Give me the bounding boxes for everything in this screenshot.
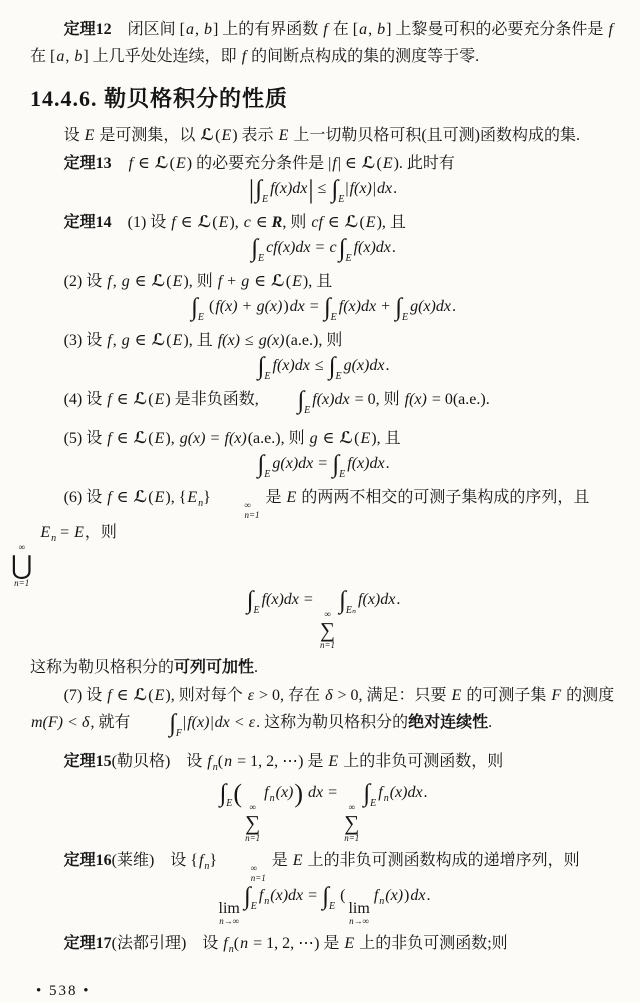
integral-sign: $\int_E$: [322, 882, 336, 912]
theorem-14-line: 定理14 (1) 设 f ∈ ℒ(E), c ∈ R, 则 cf ∈ ℒ(E), 且: [63, 214, 406, 231]
union-condition-line: ∞ ⋃ n=1 $E_n = E$，则: [11, 523, 117, 588]
formula-14-5: $\int_Eg(x)dx = \int_Ef(x)dx$.: [257, 451, 390, 480]
integral-sign: $\int_E$: [328, 353, 342, 382]
item-2-line: (2) 设 f, g ∈ ℒ(E), 则 f + g ∈ ℒ(E), 且: [63, 273, 333, 290]
integral-sign: $\int_E$: [338, 235, 352, 264]
countable-additivity-note: 这称为勒贝格积分的可列可加性.: [30, 659, 259, 677]
page-number: • 538 •: [36, 983, 91, 1000]
item-6-line: (6) 设 f ∈ ℒ(E), $\{E_n\}$ ∞ n=1 是 E 的两两不相交的可测子集构成的序列，且: [63, 489, 590, 521]
integral-sign: $\int_E$: [257, 353, 271, 382]
theorem-17-line: 定理17(法都引理) 设 $f_n(n = 1$, 2, ⋯) 是 E 上的非负可测函数;则: [63, 935, 508, 956]
formula-14-3: $\int_Ef(x)dx \le \int_Eg(x)dx$.: [257, 353, 390, 382]
formula-14-6: $\int_Ef(x)dx$ = ∞ ∑ n=1 $\int_{E_n}f(x)dx$.: [246, 586, 401, 651]
integral-sign: $\int_E$: [257, 451, 271, 480]
limit-operator: lim n→∞: [218, 899, 240, 927]
integral-sign: $\int_E$: [331, 176, 345, 205]
formula-theorem-13: $|\int_Ef(x)dx| \le \int_E|f(x)|dx$.: [248, 175, 398, 205]
item-3-line: (3) 设 f, g ∈ ℒ(E), 且 f(x) ≤ g(x)(a.e.), 则: [63, 332, 343, 349]
integral-sign: $\int_E$: [363, 780, 377, 810]
sum-operator: ∞ ∑ n=1: [344, 802, 360, 844]
item-5-line: (5) 设 f ∈ ℒ(E), g(x) = f(x)(a.e.), 则 g ∈ ℒ(E), 且: [63, 430, 401, 447]
item-7-paragraph: (7) 设 f ∈ ℒ(E), 则对每个 ε > 0, 存在 δ > 0, 满足：只要 E 的可测子集 F 的测度 m(F) < δ, 就有 $\int_F|f(x)|dx < \varepsilon$. 这称为勒贝格积分的绝对连续性.: [30, 682, 616, 747]
intro-paragraph: 设 E 是可测集，以 ℒ(E) 表示 E 上一切勒贝格可积(且可测)函数构成的集.: [63, 127, 581, 144]
formula-theorem-16: lim n→∞ $\int_Ef_n(x)dx = \int_E$ ( lim n→∞ $f_n(x))dx$.: [218, 882, 431, 927]
sum-operator: ∞ ∑ n=1: [319, 608, 336, 651]
union-operator: ∞ ⋃ n=1: [11, 541, 33, 588]
sup-sub-limits: ∞ n=1: [244, 500, 260, 521]
integral-sign: $\int_{E_n}$: [339, 586, 357, 616]
integral-sign: $\int_E$: [219, 780, 233, 810]
formula-theorem-15: $\int_E$( ∞ ∑ n=1 $f_n(x)$) dx = ∞ ∑ n=1 $\int_Ef_n(x)dx$.: [219, 779, 428, 844]
integral-sign: $\int_E$: [243, 882, 257, 912]
integral-sign: $\int_E$: [395, 294, 409, 323]
integral-sign: $\int_E$: [191, 294, 205, 323]
sup-sub-limits: ∞ n=1: [250, 863, 266, 884]
formula-14-1: $\int_Ecf(x)dx = c\int_Ef(x)dx$.: [251, 235, 396, 264]
integral-sign: $\int_E$: [332, 451, 346, 480]
integral-sign: $\int_E$: [323, 294, 337, 323]
limit-operator: lim n→∞: [348, 899, 370, 927]
sum-operator: ∞ ∑ n=1: [245, 802, 261, 844]
integral-sign: $\int_E$: [297, 387, 311, 416]
theorem-16-line: 定理16(莱维) 设 $\{f_n\}$ ∞ n=1 是 E 上的非负可测函数构成的递增序列，则: [63, 852, 580, 884]
theorem-13-line: 定理13 f ∈ ℒ(E) 的必要充分条件是 |f| ∈ ℒ(E). 此时有: [63, 155, 455, 172]
formula-14-2: $\int_E$ $(f(x) + g(x))dx = \int_Ef(x)dx + \int_Eg(x)dx$.: [191, 294, 456, 323]
section-heading: 14.4.6. 勒贝格积分的性质: [30, 86, 289, 111]
integral-sign: $\int_E$: [251, 235, 265, 264]
page-content: [11, 16, 616, 963]
integral-sign: $\int_F$: [169, 710, 183, 740]
theorem-15-line: 定理15(勒贝格) 设 $f_n(n = 1$, 2, ⋯) 是 E 上的非负可测函数，则: [63, 753, 504, 774]
theorem-12-paragraph: 定理12 闭区间 [a, b] 上的有界函数 f 在 [a, b] 上黎曼可积的必要充分条件是 f 在 [a, b] 上几乎处处连续，即 f 的间断点构成的集的测度等于零.: [30, 21, 613, 65]
integral-sign: $\int_E$: [246, 586, 260, 616]
integral-sign: $\int_E$: [255, 176, 269, 205]
item-4-line: (4) 设 f ∈ ℒ(E) 是非负函数, $\int_Ef(x)dx = 0$, 则 f(x) = 0(a.e.).: [30, 386, 616, 424]
